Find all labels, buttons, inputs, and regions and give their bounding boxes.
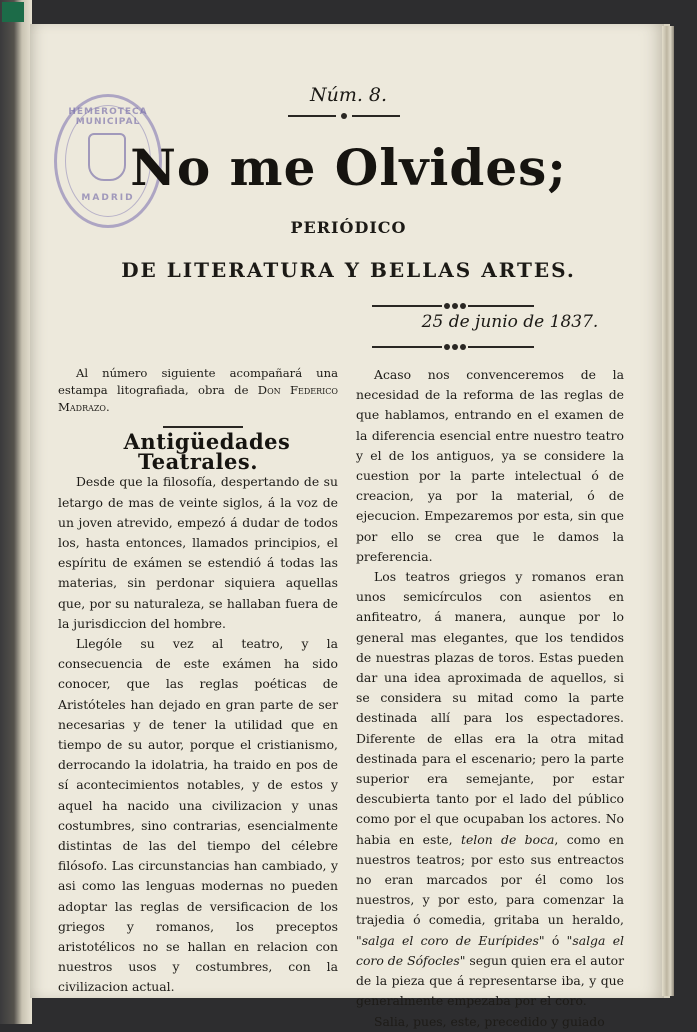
- paragraph: Los teatros griegos y romanos eran unos semicírculos con asientos en anfiteatro, á manera, aunque por lo general mas elegantes, que los tendidos de nuestras plazas de toros. Estas pueden dar una idea aproximada de aquellos, si se considera su mitad como la parte destinada allí para los espectadores. Diferente de ellas era la otra mitad destinada para el escenario; pero la parte superior era semejante, por estar descubierta tanto por el lado del público como por el que ocupaban los actores. No habia en este, telon de boca, como en nuestros teatros; por esto sus entreactos no eran marcados por él como los nuestros, y por esto, para comenzar la trajedia ó comedia, gritaba un heraldo, "salga el coro de Eurípides" ó "salga el coro de Sófocles" segun quien era el autor de la pieza que á representarse iba, y que generalmente empezaba por el coro.: [356, 569, 624, 1009]
- paragraph: Llególe su vez al teatro, y la consecuencia de este exámen ha sido conocer, que las reglas poéticas de Aristóteles han dejado en gran parte de ser necesarias y de tener la utilidad que en tiempo de su autor, porque el cristianismo, derrocando la idolatria, ha traido en pos de sí acontecimientos notables, y de estos y aquel ha nacido una civilizacion y unas costumbres, sino contrarias, esencialmente distintas de las del tiempo del célebre filósofo. Las circunstancias han cambiado, y asi como las lenguas modernas no pueden adoptar las reglas de versificacion de los griegos y romanos, los preceptos aristotélicos no se hallan en relacion con nuestros usos y costumbres, con la civilizacion actual.: [58, 636, 338, 995]
- right-column: [356, 365, 624, 1032]
- issue-number: Núm. 8.: [309, 84, 388, 106]
- ornament-rule-notice: [163, 422, 243, 432]
- subtitle-periodico: PERIÓDICO: [290, 218, 407, 237]
- stamp-top-text: HEMEROTECA MUNICIPAL: [68, 107, 148, 127]
- paragraph: Desde que la filosofía, despertando de su letargo de mas de veinte siglos, á la voz de un joven atrevido, empezó á dudar de todos los, hasta entonces, llamados principios, el espíritu de exámen se estendió á todas las materias, sin perdonar siquiera aquellas que, por su naturaleza, se hallaban fuera de la jurisdiccion del hombre.: [58, 474, 338, 631]
- ornament-rule-date-top: [372, 303, 534, 309]
- paragraph: Salia, pues, este, precedido y guiado: [374, 1013, 605, 1029]
- ornament-rule-date-bottom: [372, 344, 534, 350]
- subtitle-literatura: DE LITERATURA Y BELLAS ARTES.: [121, 258, 576, 282]
- notice-name: Don Federico Madrazo: [58, 383, 338, 414]
- stamp-bottom-text: MADRID: [81, 193, 135, 203]
- paragraph: Acaso nos convenceremos de la necesidad de la reforma de las reglas de que hablamos, entrando en el examen de la diferencia esencial entre nuestro teatro y el de los antiguos, ya se considere la cuestion por la parte intelectual ó de creacion, ya por la material, ó de ejecucion. Empezaremos por esta, sin que por ello se crea que le damos la preferencia.: [356, 367, 624, 564]
- spine-tab: [2, 2, 24, 22]
- left-column: [58, 365, 338, 998]
- italic-phrase: "salga el coro de Eurípides": [356, 932, 545, 948]
- issue-date: 25 de junio de 1837.: [421, 312, 599, 332]
- italic-phrase: telon de boca: [460, 831, 555, 847]
- section-title: Antigüedades Teatrales.: [123, 429, 291, 475]
- masthead-title: No me Olvides;: [130, 138, 567, 197]
- italic-phrase: "salga el coro de Sófocles": [356, 932, 624, 968]
- ornament-rule-top: [288, 113, 400, 119]
- lithograph-notice: Al número siguiente acompañará una estampa litografiada, obra de Don Federico Madrazo.: [58, 366, 338, 414]
